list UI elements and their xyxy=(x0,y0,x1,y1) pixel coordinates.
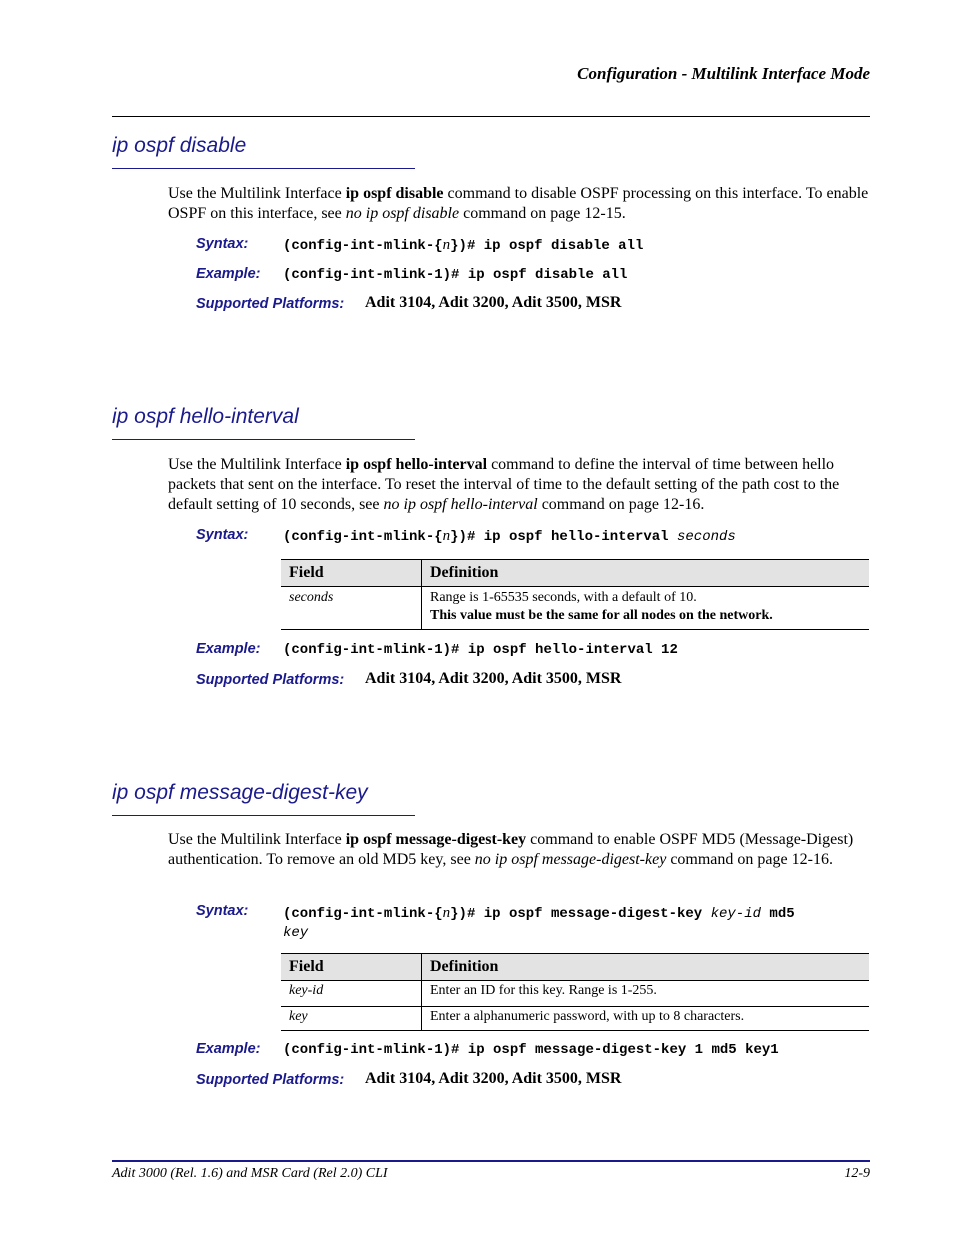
field-cell: seconds xyxy=(281,587,422,630)
syntax-label: Syntax: xyxy=(196,903,249,919)
table-row xyxy=(281,587,869,630)
example-command: (config-int-mlink-1)# ip ospf message-digest-key 1 md5 key1 xyxy=(283,1042,779,1058)
field-cell: key xyxy=(281,1007,422,1031)
syntax-label: Syntax: xyxy=(196,527,249,543)
table-row xyxy=(281,1007,869,1031)
header-divider xyxy=(112,116,870,117)
command-name: ip ospf message-digest-key xyxy=(345,831,527,848)
platforms-label: Supported Platforms: xyxy=(196,1072,345,1088)
syntax-command: (config-int-mlink-{n})# ip ospf message-digest-key key-id md5 key xyxy=(283,905,795,941)
definition-cell: Range is 1-65535 seconds, with a default of 10. This value must be the same for all nodes on the network. xyxy=(422,587,870,630)
example-label: Example: xyxy=(196,1041,261,1057)
example-label: Example: xyxy=(196,266,261,282)
platforms-label: Supported Platforms: xyxy=(196,672,345,688)
section-title-underline xyxy=(112,439,415,440)
footer-document-title: Adit 3000 (Rel. 1.6) and MSR Card (Rel 2.0) CLI xyxy=(112,1166,388,1181)
definition-table xyxy=(281,953,869,1031)
table-header-row xyxy=(281,560,869,587)
page-number: 12-9 xyxy=(844,1166,870,1181)
table-header-row xyxy=(281,954,869,981)
platforms-list: Adit 3104, Adit 3200, Adit 3500, MSR xyxy=(365,1070,622,1087)
footer-divider xyxy=(112,1160,870,1162)
command-name: ip ospf disable xyxy=(345,185,444,202)
section-title-underline xyxy=(112,815,415,816)
column-header-field: Field xyxy=(281,560,422,587)
section-description: Use the Multilink Interface ip ospf hello-interval command to define the interval of time between hello packets that sent on the interface. To reset the interval of time to the default setting of the path cost to the default setting of 10 seconds, see no ip ospf hello-interval command on page 12-16. xyxy=(168,456,840,513)
platforms-list: Adit 3104, Adit 3200, Adit 3500, MSR xyxy=(365,670,622,687)
section-title-ip-ospf-disable: ip ospf disable xyxy=(112,134,247,157)
column-header-definition: Definition xyxy=(422,954,870,981)
section-title-ip-ospf-message-digest-key: ip ospf message-digest-key xyxy=(112,781,368,804)
syntax-command: (config-int-mlink-{n})# ip ospf hello-interval seconds xyxy=(283,528,736,545)
cross-reference: no ip ospf hello-interval xyxy=(383,496,538,513)
section-title-underline xyxy=(112,168,415,169)
definition-table xyxy=(281,559,869,630)
section-description: Use the Multilink Interface ip ospf disable command to disable OSPF processing on this interface. To enable OSPF on this interface, see no ip ospf disable command on page 12-15. xyxy=(168,185,869,222)
cross-reference: no ip ospf disable xyxy=(345,205,460,222)
platforms-list: Adit 3104, Adit 3200, Adit 3500, MSR xyxy=(365,294,622,311)
definition-cell: Enter a alphanumeric password, with up to 8 characters. xyxy=(422,1007,870,1031)
example-label: Example: xyxy=(196,641,261,657)
command-name: ip ospf hello-interval xyxy=(345,456,488,473)
section-title-ip-ospf-hello-interval: ip ospf hello-interval xyxy=(112,405,299,428)
column-header-field: Field xyxy=(281,954,422,981)
example-command: (config-int-mlink-1)# ip ospf hello-interval 12 xyxy=(283,642,678,658)
column-header-definition: Definition xyxy=(422,560,870,587)
example-command: (config-int-mlink-1)# ip ospf disable all xyxy=(283,267,628,283)
field-cell: key-id xyxy=(281,981,422,1007)
syntax-label: Syntax: xyxy=(196,236,249,252)
platforms-label: Supported Platforms: xyxy=(196,296,345,312)
table-row xyxy=(281,981,869,1007)
page-header-title: Configuration - Multilink Interface Mode xyxy=(577,64,870,83)
syntax-command: (config-int-mlink-{n})# ip ospf disable all xyxy=(283,237,644,254)
section-description: Use the Multilink Interface ip ospf message-digest-key command to enable OSPF MD5 (Message-Digest) authentication. To remove an old MD5 key, see no ip ospf message-digest-key command on page 12-16. xyxy=(168,831,854,868)
definition-cell: Enter an ID for this key. Range is 1-255. xyxy=(422,981,870,1007)
cross-reference: no ip ospf message-digest-key xyxy=(474,851,667,868)
